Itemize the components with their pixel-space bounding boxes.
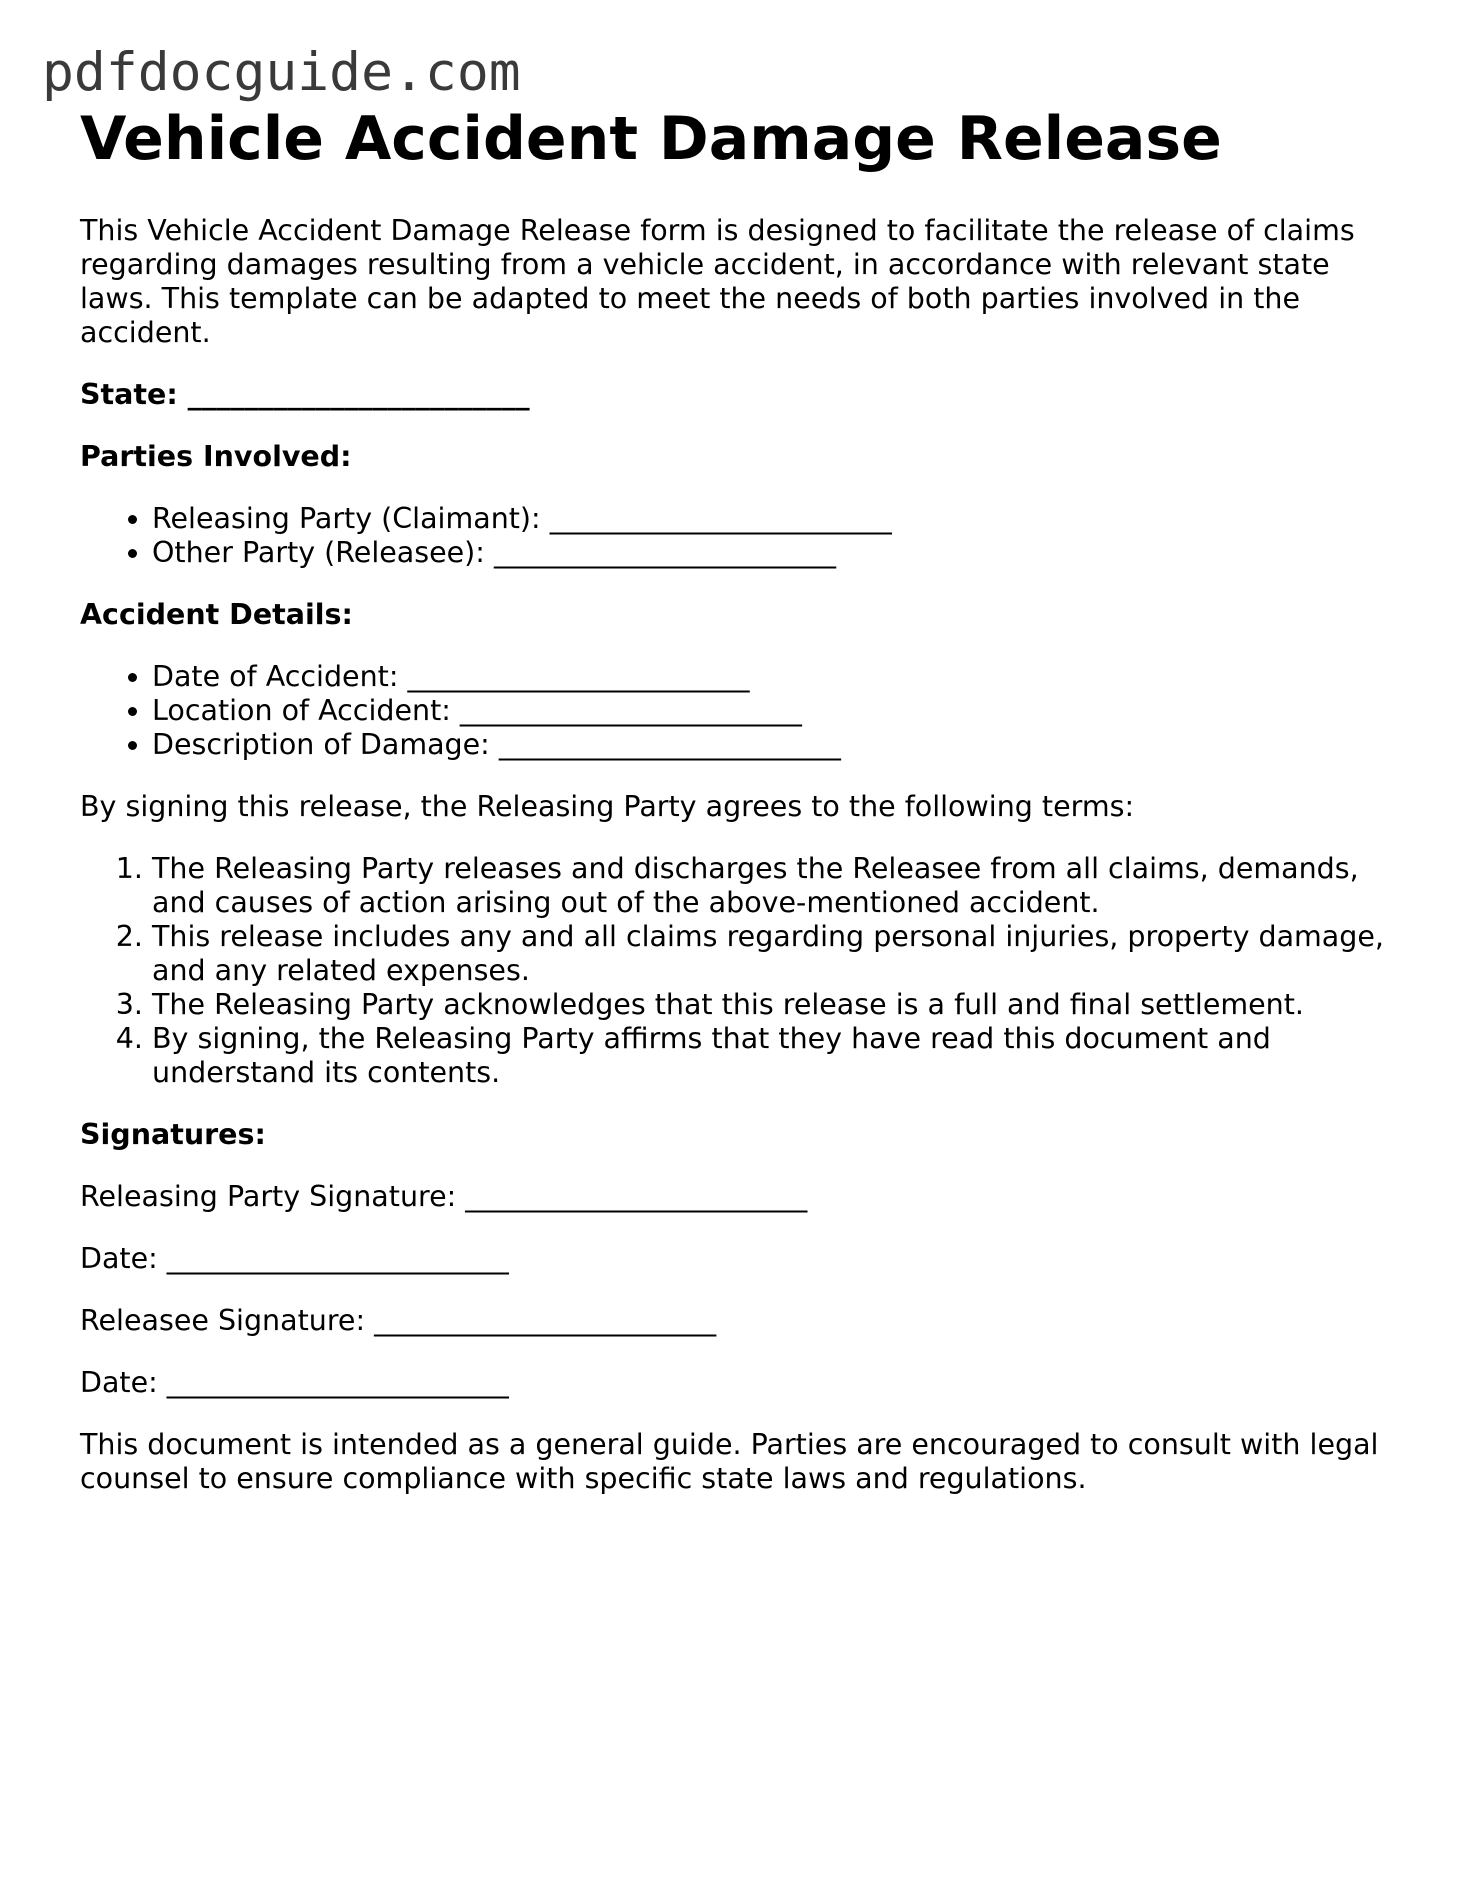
document-title: Vehicle Accident Damage Release: [80, 104, 1222, 174]
state-blank[interactable]: ________________________: [187, 378, 530, 411]
accident-heading: Accident Details:: [80, 598, 353, 631]
damage-description-blank[interactable]: ________________________: [498, 728, 841, 761]
accident-list: [80, 660, 1390, 762]
releasee-blank[interactable]: ________________________: [493, 536, 836, 569]
releasing-signature-blank[interactable]: ________________________: [465, 1180, 808, 1213]
footer-note: This document is intended as a general guide. Parties are encouraged to consult with legal counsel to ensure compliance with specific state laws and regulations.: [80, 1428, 1379, 1495]
releasing-date-label: Date:: [80, 1242, 158, 1275]
releasee-date-blank[interactable]: ________________________: [166, 1366, 509, 1399]
state-label: State:: [80, 378, 178, 411]
intro-paragraph: This Vehicle Accident Damage Release form is designed to facilitate the release of claims regarding damages resulting from a vehicle accident, in accordance with relevant state laws. This template can be adapted to meet the needs of both parties involved in the accident.: [80, 214, 1355, 349]
parties-heading: Parties Involved:: [80, 440, 352, 473]
term-item: 3. The Releasing Party acknowledges that this release is a full and final settlement.: [152, 988, 1390, 1022]
accident-date-label: Date of Accident:: [152, 660, 399, 693]
releasee-date-label: Date:: [80, 1366, 158, 1399]
signatures-heading: Signatures:: [80, 1118, 266, 1151]
terms-intro: By signing this release, the Releasing Party agrees to the following terms:: [80, 790, 1135, 823]
releasee-label: Other Party (Releasee):: [152, 536, 485, 569]
term-item: 2. This release includes any and all claims regarding personal injuries, property damage, and any related expenses.: [152, 920, 1390, 988]
term-item: 1. The Releasing Party releases and discharges the Releasee from all claims, demands, and causes of action arising out of the above-mentioned accident.: [152, 852, 1390, 920]
list-item: [152, 536, 1390, 570]
releasing-signature-label: Releasing Party Signature:: [80, 1180, 457, 1213]
accident-location-label: Location of Accident:: [152, 694, 451, 727]
releasing-date-field: [80, 1242, 1390, 1276]
releasee-signature-field: [80, 1304, 1390, 1338]
accident-location-blank[interactable]: ________________________: [459, 694, 802, 727]
releasee-signature-label: Releasee Signature:: [80, 1304, 366, 1337]
list-item: [152, 660, 1390, 694]
damage-description-label: Description of Damage:: [152, 728, 490, 761]
claimant-blank[interactable]: ________________________: [549, 502, 892, 535]
claimant-label: Releasing Party (Claimant):: [152, 502, 541, 535]
document-body: [80, 100, 1390, 1496]
state-field: [80, 378, 1390, 412]
list-item: [152, 502, 1390, 536]
terms-list: [80, 852, 1390, 1090]
releasee-signature-blank[interactable]: ________________________: [374, 1304, 717, 1337]
releasing-date-blank[interactable]: ________________________: [166, 1242, 509, 1275]
list-item: [152, 694, 1390, 728]
releasee-date-field: [80, 1366, 1390, 1400]
list-item: [152, 728, 1390, 762]
term-item: 4. By signing, the Releasing Party affirms that they have read this document and understand its contents.: [152, 1022, 1390, 1090]
releasing-signature-field: [80, 1180, 1390, 1214]
accident-date-blank[interactable]: ________________________: [407, 660, 750, 693]
site-watermark: pdfdocguide.com: [42, 42, 521, 103]
parties-list: [80, 502, 1390, 570]
